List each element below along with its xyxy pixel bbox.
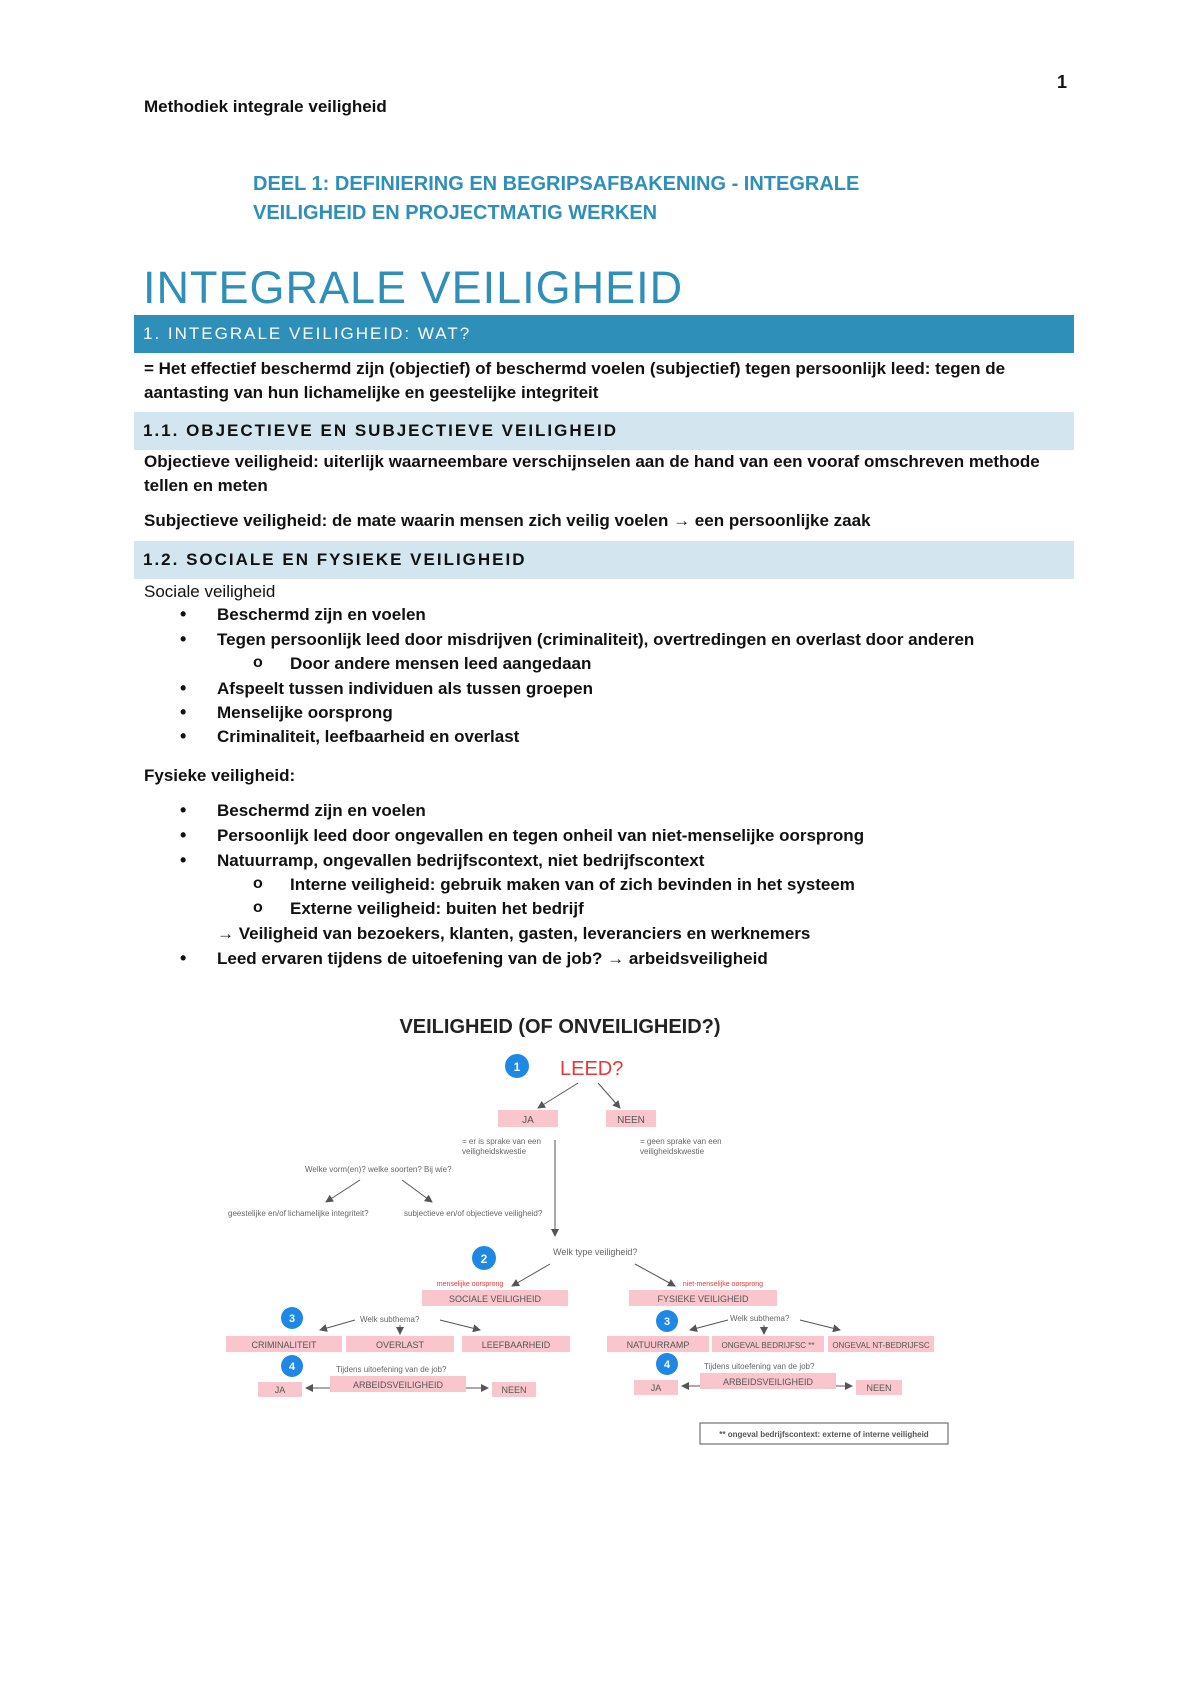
bullet-marker: •	[180, 678, 187, 698]
step-4-left-number: 4	[288, 1361, 296, 1373]
physical-safety-label: Fysieke veiligheid:	[144, 766, 296, 785]
ja-note-line-2: veiligheidskwestie	[462, 1147, 527, 1156]
leed-question: LEED?	[560, 1058, 624, 1080]
which-form-question: Welke vorm(en)? welke soorten? Bij wie?	[305, 1165, 452, 1174]
list-item: Beschermd zijn en voelen	[217, 605, 426, 624]
part-title-line-1: DEEL 1: DEFINIERING EN BEGRIPSAFBAKENING - INTEGRALE	[253, 173, 860, 195]
ja-right-label: JA	[650, 1383, 662, 1393]
neen-right-label: NEEN	[866, 1383, 892, 1393]
list-item: Tegen persoonlijk leed door misdrijven (criminaliteit), overtredingen en overlast door anderen	[217, 630, 975, 649]
list-item: Natuurramp, ongevallen bedrijfscontext, niet bedrijfscontext	[217, 851, 705, 870]
nee-note-line-1: = geen sprake van een	[640, 1137, 722, 1146]
list-item: Interne veiligheid: gebruik maken van of zich bevinden in het systeem	[290, 875, 855, 894]
integrity-question: geestelijke en/of lichamelijke integriteit?	[228, 1209, 369, 1218]
bullet-marker: •	[180, 850, 187, 870]
bullet-marker: •	[180, 604, 187, 624]
bullet-marker: •	[180, 825, 187, 845]
bullet-marker: •	[180, 800, 187, 820]
subtheme-right-question: Welk subthema?	[730, 1314, 790, 1323]
bullet-marker: •	[180, 948, 187, 968]
ja-left-label: JA	[274, 1385, 286, 1395]
step-3-right-number: 3	[663, 1316, 671, 1328]
work-accident-label: ONGEVAL BEDRIJFSC **	[721, 1341, 815, 1350]
section-1-definition: = Het effectief beschermd zijn (objectief) of beschermd voelen (subjectief) tegen persoonlijk leed: tegen de aantasting van hun lichamelijke en geestelijke integriteit	[144, 359, 1006, 402]
objective-safety-text: Objectieve veiligheid: uiterlijk waarneembare verschijnselen aan de hand van een vooraf omschreven methode tellen en meten	[144, 452, 1040, 495]
section-1-2-heading: 1.2. SOCIALE EN FYSIEKE VEILIGHEID	[134, 541, 1074, 579]
livability-label: LEEFBAARHEID	[481, 1340, 551, 1350]
list-item: Criminaliteit, leefbaarheid en overlast	[217, 727, 520, 746]
list-item: Menselijke oorsprong	[217, 703, 393, 722]
ja-label: JA	[522, 1115, 534, 1126]
nuisance-label: OVERLAST	[375, 1340, 425, 1350]
part-title-line-2: VEILIGHEID EN PROJECTMATIG WERKEN	[253, 202, 658, 224]
sub-bullet-marker: o	[253, 899, 263, 916]
neen-label: NEEN	[617, 1115, 645, 1126]
footnote-text: ** ongeval bedrijfscontext: externe of interne veiligheid	[719, 1430, 929, 1439]
subj-obj-question: subjectieve en/of objectieve veiligheid?	[404, 1209, 543, 1218]
bullet-marker: •	[180, 629, 187, 649]
social-safety-label: Sociale veiligheid	[144, 582, 276, 601]
during-job-right-question: Tijdens uitoefening van de job?	[704, 1362, 815, 1371]
bullet-marker: •	[180, 726, 187, 746]
step-1-number: 1	[513, 1060, 521, 1074]
step-4-right-number: 4	[663, 1359, 671, 1371]
list-item: Externe veiligheid: buiten het bedrijf	[290, 899, 584, 918]
list-item: Persoonlijk leed door ongevallen en tegen onheil van niet-menselijke oorsprong	[217, 826, 865, 845]
list-item: Leed ervaren tijdens de uitoefening van de job? → arbeidsveiligheid	[217, 949, 768, 968]
non-work-accident-label: ONGEVAL NT-BEDRIJFSC	[832, 1341, 930, 1350]
social-safety-box-label: SOCIALE VEILIGHEID	[448, 1294, 542, 1304]
nee-note-line-2: veiligheidskwestie	[640, 1147, 705, 1156]
step-3-left-number: 3	[288, 1313, 296, 1325]
list-item: Beschermd zijn en voelen	[217, 801, 426, 820]
list-item: Afspeelt tussen individuen als tussen groepen	[217, 679, 593, 698]
sub-bullet-marker: o	[253, 875, 263, 892]
subtheme-left-question: Welk subthema?	[360, 1315, 420, 1324]
page-number: 1	[1056, 72, 1067, 92]
human-origin-label: menselijke oorsprong	[436, 1281, 504, 1288]
bullet-marker: •	[180, 702, 187, 722]
main-title: INTEGRALE VEILIGHEID	[143, 262, 684, 313]
step-2-number: 2	[480, 1252, 488, 1266]
neen-left-label: NEEN	[501, 1385, 527, 1395]
work-safety-left-label: ARBEIDSVEILIGHEID	[352, 1380, 444, 1390]
subjective-safety-text: Subjectieve veiligheid: de mate waarin mensen zich veilig voelen → een persoonlijke zaak	[144, 511, 871, 530]
natural-disaster-label: NATUURRAMP	[626, 1340, 690, 1350]
list-item: Door andere mensen leed aangedaan	[290, 654, 592, 673]
which-type-question: Welk type veiligheid?	[553, 1247, 638, 1257]
section-1-heading: 1. INTEGRALE VEILIGHEID: WAT?	[134, 315, 1074, 353]
sub-bullet-marker: o	[253, 654, 263, 671]
list-item: → Veiligheid van bezoekers, klanten, gasten, leveranciers en werknemers	[217, 924, 811, 943]
running-header: Methodiek integrale veiligheid	[144, 97, 387, 116]
physical-safety-box-label: FYSIEKE VEILIGHEID	[657, 1294, 749, 1304]
during-job-left-question: Tijdens uitoefening van de job?	[336, 1365, 447, 1374]
criminality-label: CRIMINALITEIT	[251, 1340, 317, 1350]
section-1-1-heading: 1.1. OBJECTIEVE EN SUBJECTIEVE VEILIGHEID	[134, 412, 1074, 450]
diagram-title: VEILIGHEID (OF ONVEILIGHEID?)	[399, 1016, 721, 1038]
ja-note-line-1: = er is sprake van een	[462, 1137, 541, 1146]
work-safety-right-label: ARBEIDSVEILIGHEID	[722, 1377, 814, 1387]
nonhuman-origin-label: niet-menselijke oorsprong	[682, 1281, 764, 1288]
